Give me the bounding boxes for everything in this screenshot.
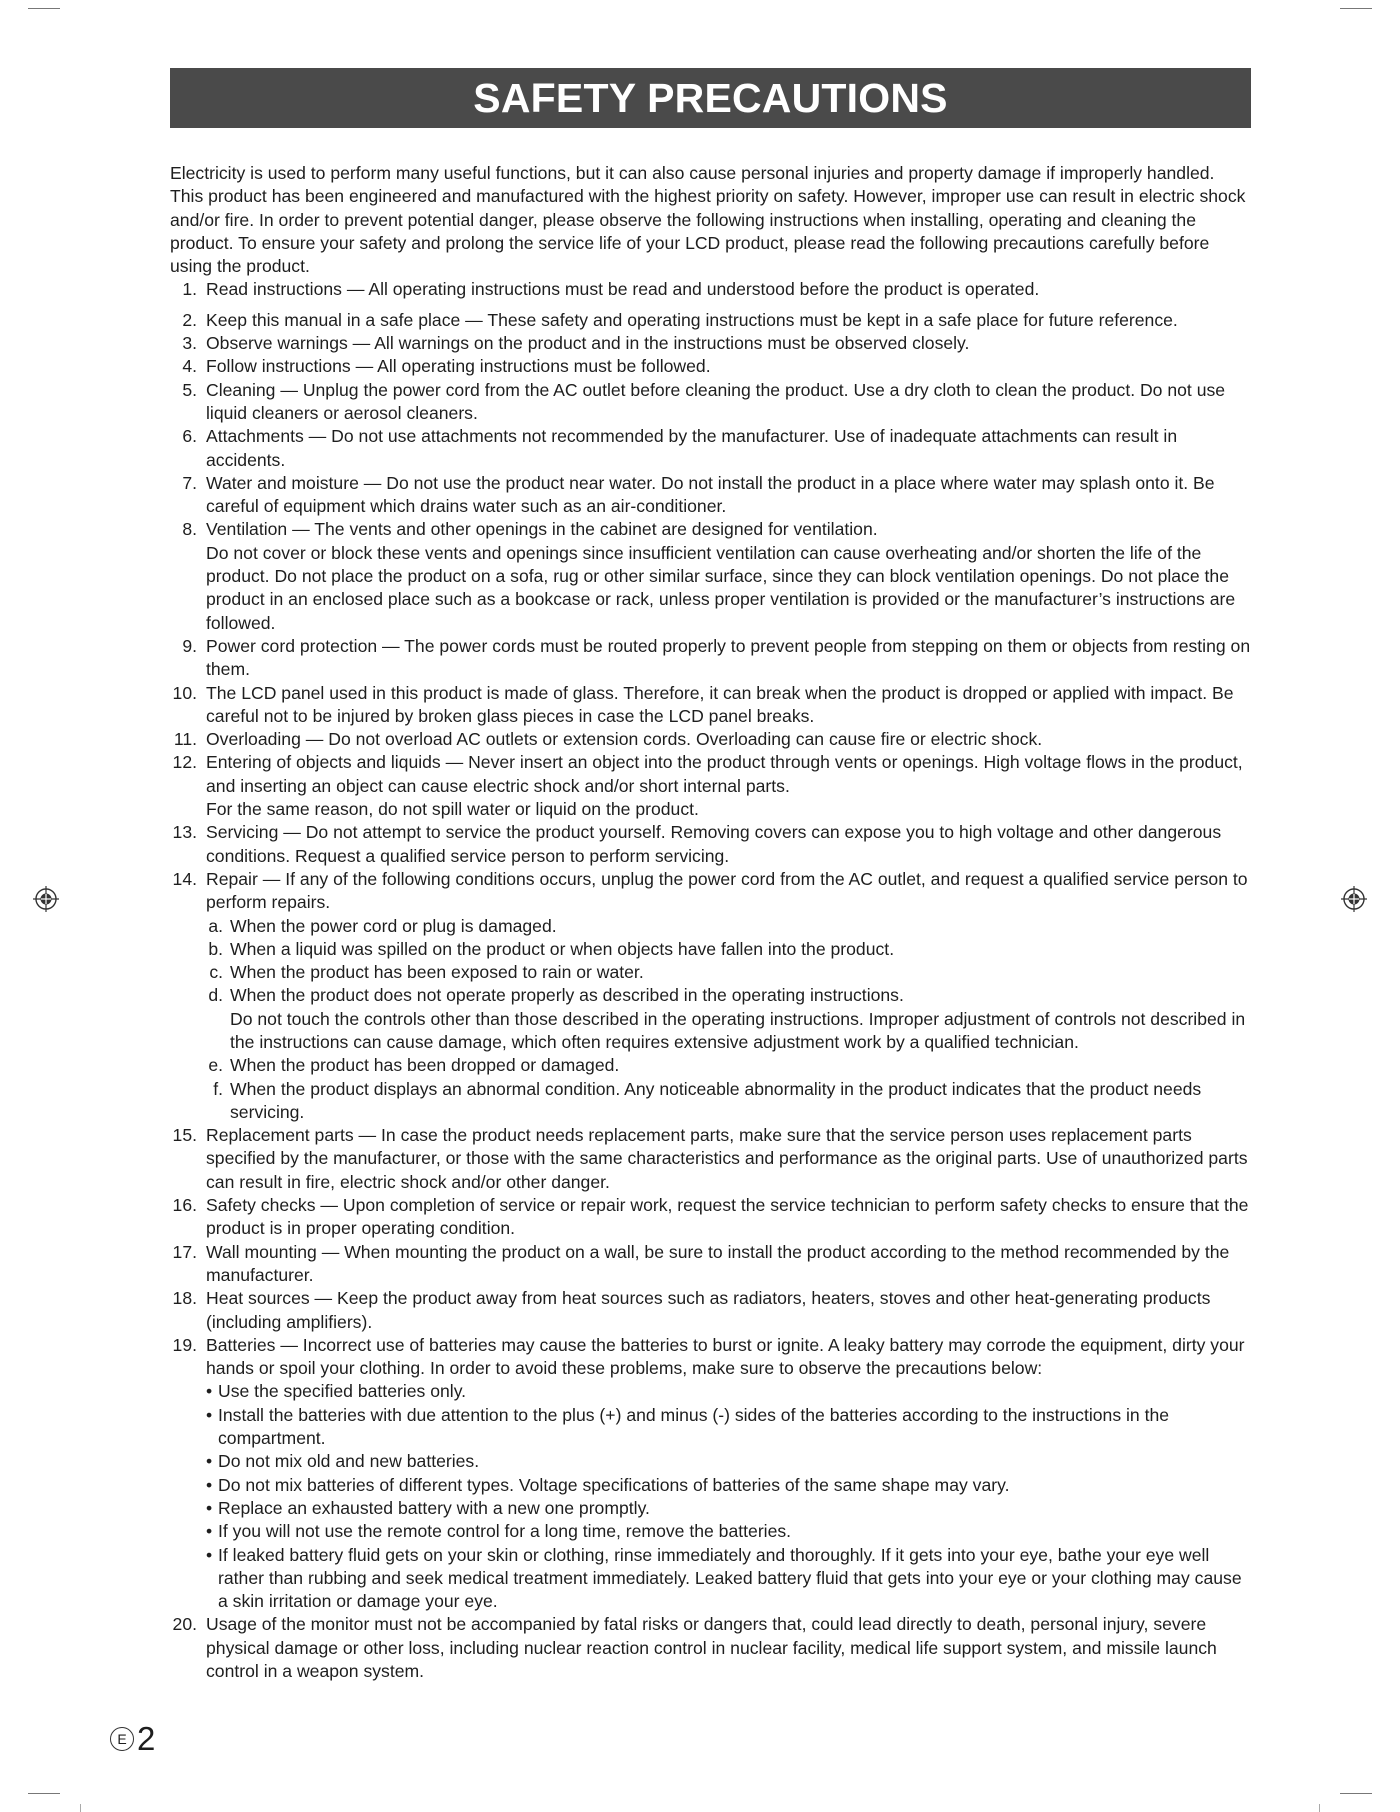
list-item [170, 278, 1251, 301]
item-body [206, 868, 1251, 1124]
bullet-item [206, 1450, 1251, 1473]
item-body [206, 682, 1251, 729]
item-number: 16. [172, 1195, 197, 1216]
bullet-text: Use the specified batteries only. [218, 1381, 467, 1402]
sub-item-body [230, 938, 1251, 961]
item-number: 14. [172, 868, 197, 889]
item-number: 15. [172, 1125, 197, 1146]
list-item [170, 728, 1251, 751]
bullet-item [206, 1544, 1251, 1614]
list-item [170, 379, 1251, 426]
item-text: Power cord protection — The power cords must be routed properly to prevent people from stepping on them or objects from resting on them. [206, 635, 1251, 680]
sub-item [206, 1078, 1251, 1125]
item-number: 3. [182, 333, 197, 354]
list-item [170, 332, 1251, 355]
item-body [206, 1194, 1251, 1241]
item-number: 2. [182, 309, 197, 330]
sub-item-label: a. [208, 915, 223, 936]
page-content [170, 68, 1251, 1683]
item-body [206, 751, 1251, 821]
item-text: Read instructions — All operating instructions must be read and understood before the product is operated. [206, 279, 1040, 300]
bullet-item [206, 1474, 1251, 1497]
intro-paragraph: Electricity is used to perform many useful functions, but it can also cause personal injuries and property damage if improperly handled. This product has been engineered and manufactured with the highest priority on safety. However, improper use can result in electric shock and/or fire. In order to prevent potential danger, please observe the following instructions when installing, operating and cleaning the product. To ensure your safety and prolong the service life of your LCD product, please read the following precautions carefully before using the product. [170, 163, 1246, 277]
item-text: Entering of objects and liquids — Never insert an object into the product through vents or openings. High voltage flows in the product, and inserting an object can cause electric shock and/or short internal parts. [206, 752, 1243, 796]
item-number: 7. [182, 472, 197, 493]
sub-item [206, 961, 1251, 984]
item-text: Repair — If any of the following conditions occurs, unplug the power cord from the AC outlet, and request a qualified service person to perform repairs. [206, 868, 1248, 913]
bullet-item [206, 1404, 1251, 1451]
sub-item-text: When the product has been exposed to rain or water. [230, 962, 644, 983]
sub-item-body [230, 984, 1251, 1054]
list-item [170, 1241, 1251, 1288]
item-text: Usage of the monitor must not be accompanied by fatal risks or dangers that, could lead directly to death, personal injury, severe physical damage or other loss, including nuclear reaction control in nuclear facility, medical life support system, and missile launch control in a weapon system. [206, 1614, 1217, 1681]
bullet-item [206, 1380, 1251, 1403]
list-item [170, 682, 1251, 729]
list-item [170, 425, 1251, 472]
list-item [170, 1194, 1251, 1241]
item-body [206, 309, 1251, 332]
item-number: 18. [172, 1288, 197, 1309]
list-item [170, 309, 1251, 332]
list-item [170, 635, 1251, 682]
item-text: Wall mounting — When mounting the product on a wall, be sure to install the product according to the method recommended by the manufacturer. [206, 1241, 1230, 1285]
bullet-symbol: • [206, 1381, 213, 1402]
sub-item-text: When the product has been dropped or damaged. [230, 1055, 620, 1076]
sub-item-body [230, 1078, 1251, 1125]
crop-mark-top-left [28, 8, 60, 9]
sub-item-body [230, 915, 1251, 938]
sub-item-label: c. [209, 962, 223, 983]
item-text: Do not cover or block these vents and openings since insufficient ventilation can cause overheating and/or shorten the life of the product. Do not place the product on a sofa, rug or other similar surface, since they can block ventilation openings. Do not place the product in an enclosed place such as a bookcase or rack, unless proper ventilation is provided or the manufacturer’s instructions are followed. [206, 542, 1236, 633]
list-item [170, 1287, 1251, 1334]
item-number: 13. [172, 822, 197, 843]
item-number: 11. [173, 729, 197, 750]
sub-item [206, 938, 1251, 961]
item-body [206, 278, 1251, 301]
bullet-text: If leaked battery fluid gets on your skin or clothing, rinse immediately and thoroughly. If it gets into your eye, bathe your eye well rather than rubbing and seek medical treatment immediately. Leaked battery fluid that gets into your eye or your clothing may cause a skin irritation or damage your eye. [218, 1544, 1242, 1612]
sub-item-text: When the product displays an abnormal condition. Any noticeable abnormality in the product indicates that the product needs servicing. [230, 1078, 1202, 1122]
bullet-symbol: • [206, 1521, 213, 1542]
sub-item-body [230, 1054, 1251, 1077]
sub-item-text: Do not touch the controls other than those described in the operating instructions. Improper adjustment of controls not described in the instructions can cause damage, which often requires extensive adjustment work by a qualified technician. [230, 1008, 1246, 1052]
item-text: Batteries — Incorrect use of batteries may cause the batteries to burst or ignite. A leaky battery may corrode the equipment, dirty your hands or spoil your clothing. In order to avoid these problems, make sure to observe the precautions below: [206, 1334, 1245, 1379]
trim-mark-bottom-right [1319, 1804, 1320, 1812]
crop-mark-bottom-right [1340, 1793, 1372, 1794]
item-body [206, 1334, 1251, 1614]
item-body [206, 1613, 1251, 1683]
sub-item-body [230, 961, 1251, 984]
item-body [206, 355, 1251, 378]
item-body [206, 379, 1251, 426]
sub-item-text: When a liquid was spilled on the product or when objects have fallen into the product. [230, 938, 895, 959]
registration-mark-icon [33, 886, 59, 912]
item-body [206, 518, 1251, 634]
list-item [170, 355, 1251, 378]
bullet-item [206, 1497, 1251, 1520]
precautions-list [170, 278, 1251, 1683]
bullet-symbol: • [206, 1451, 213, 1472]
crop-mark-top-right [1340, 8, 1372, 9]
item-body [206, 1287, 1251, 1334]
list-item [170, 1124, 1251, 1194]
page-title: SAFETY PRECAUTIONS [170, 68, 1251, 128]
item-text: Keep this manual in a safe place — These safety and operating instructions must be kept in a safe place for future reference. [206, 309, 1178, 330]
item-text: Safety checks — Upon completion of service or repair work, request the service technician to perform safety checks to ensure that the product is in proper operating condition. [206, 1195, 1249, 1239]
item-body [206, 1124, 1251, 1194]
sub-item-label: b. [208, 938, 223, 959]
list-item [170, 1334, 1251, 1614]
item-number: 8. [182, 519, 197, 540]
sub-item-label: e. [208, 1055, 223, 1076]
item-number: 6. [182, 426, 197, 447]
item-number: 9. [182, 635, 197, 656]
item-number: 10. [172, 682, 197, 703]
item-number: 12. [172, 752, 197, 773]
registration-mark-icon [1341, 886, 1367, 912]
list-item [170, 751, 1251, 821]
trim-mark-bottom-left [80, 1804, 81, 1812]
bullet-symbol: • [206, 1474, 213, 1495]
bullet-item [206, 1520, 1251, 1543]
list-item [170, 868, 1251, 1124]
item-text: Follow instructions — All operating instructions must be followed. [206, 356, 711, 377]
item-text: Observe warnings — All warnings on the product and in the instructions must be observed closely. [206, 333, 970, 354]
bullet-text: Replace an exhausted battery with a new one promptly. [218, 1497, 650, 1518]
item-number: 5. [182, 379, 197, 400]
item-text: Replacement parts — In case the product needs replacement parts, make sure that the service person uses replacement parts specified by the manufacturer, or those with the same characteristics and performance as the original parts. Use of unauthorized parts can result in fire, electric shock and/or other danger. [206, 1125, 1248, 1192]
sub-item-text: When the product does not operate properly as described in the operating instructions. [230, 985, 904, 1006]
sub-item [206, 915, 1251, 938]
item-text: Ventilation — The vents and other openings in the cabinet are designed for ventilation. [206, 519, 878, 540]
item-body [206, 728, 1251, 751]
sub-item-label: f. [213, 1078, 223, 1099]
list-item [170, 518, 1251, 634]
item-number: 1. [182, 279, 197, 300]
item-body [206, 425, 1251, 472]
item-text: The LCD panel used in this product is made of glass. Therefore, it can break when the product is dropped or applied with impact. Be careful not to be injured by broken glass pieces in case the LCD panel breaks. [206, 682, 1234, 726]
bullet-symbol: • [206, 1544, 213, 1565]
bullet-symbol: • [206, 1404, 213, 1425]
item-number: 17. [172, 1241, 197, 1262]
sub-item [206, 984, 1251, 1054]
item-text: Cleaning — Unplug the power cord from the AC outlet before cleaning the product. Use a dry cloth to clean the product. Do not use liquid cleaners or aerosol cleaners. [206, 379, 1226, 423]
bullet-text: Install the batteries with due attention to the plus (+) and minus (-) sides of the batteries according to the instructions in the compartment. [218, 1404, 1170, 1449]
crop-mark-bottom-left [28, 1793, 60, 1794]
bullet-text: Do not mix batteries of different types. Voltage specifications of batteries of the same shape may vary. [218, 1474, 1010, 1495]
item-number: 19. [172, 1334, 197, 1355]
bullet-text: If you will not use the remote control for a long time, remove the batteries. [218, 1521, 792, 1542]
item-text: Water and moisture — Do not use the product near water. Do not install the product in a place where water may splash onto it. Be careful of equipment which drains water such as an air-conditioner. [206, 472, 1215, 517]
list-item [170, 1613, 1251, 1683]
sub-item-text: When the power cord or plug is damaged. [230, 915, 557, 936]
bullet-symbol: • [206, 1497, 213, 1518]
item-text: Servicing — Do not attempt to service the product yourself. Removing covers can expose you to high voltage and other dangerous conditions. Request a qualified service person to perform servicing. [206, 822, 1222, 866]
item-body [206, 332, 1251, 355]
item-text: Attachments — Do not use attachments not recommended by the manufacturer. Use of inadequate attachments can result in accidents. [206, 426, 1178, 470]
page-number [110, 1720, 155, 1758]
item-text: Overloading — Do not overload AC outlets or extension cords. Overloading can cause fire or electric shock. [206, 729, 1043, 750]
item-number: 4. [182, 356, 197, 377]
bullet-text: Do not mix old and new batteries. [218, 1451, 480, 1472]
page-letter-badge: E [110, 1727, 134, 1751]
item-number: 20. [172, 1614, 197, 1635]
list-item [170, 472, 1251, 519]
item-body [206, 821, 1251, 868]
sub-item-label: d. [208, 985, 223, 1006]
list-item [170, 821, 1251, 868]
item-text: Heat sources — Keep the product away from heat sources such as radiators, heaters, stoves and other heat-generating products (including amplifiers). [206, 1288, 1211, 1332]
item-text: For the same reason, do not spill water or liquid on the product. [206, 799, 699, 820]
item-body [206, 472, 1251, 519]
sub-item [206, 1054, 1251, 1077]
item-body [206, 635, 1251, 682]
page-number-text: 2 [137, 1720, 156, 1757]
item-body [206, 1241, 1251, 1288]
